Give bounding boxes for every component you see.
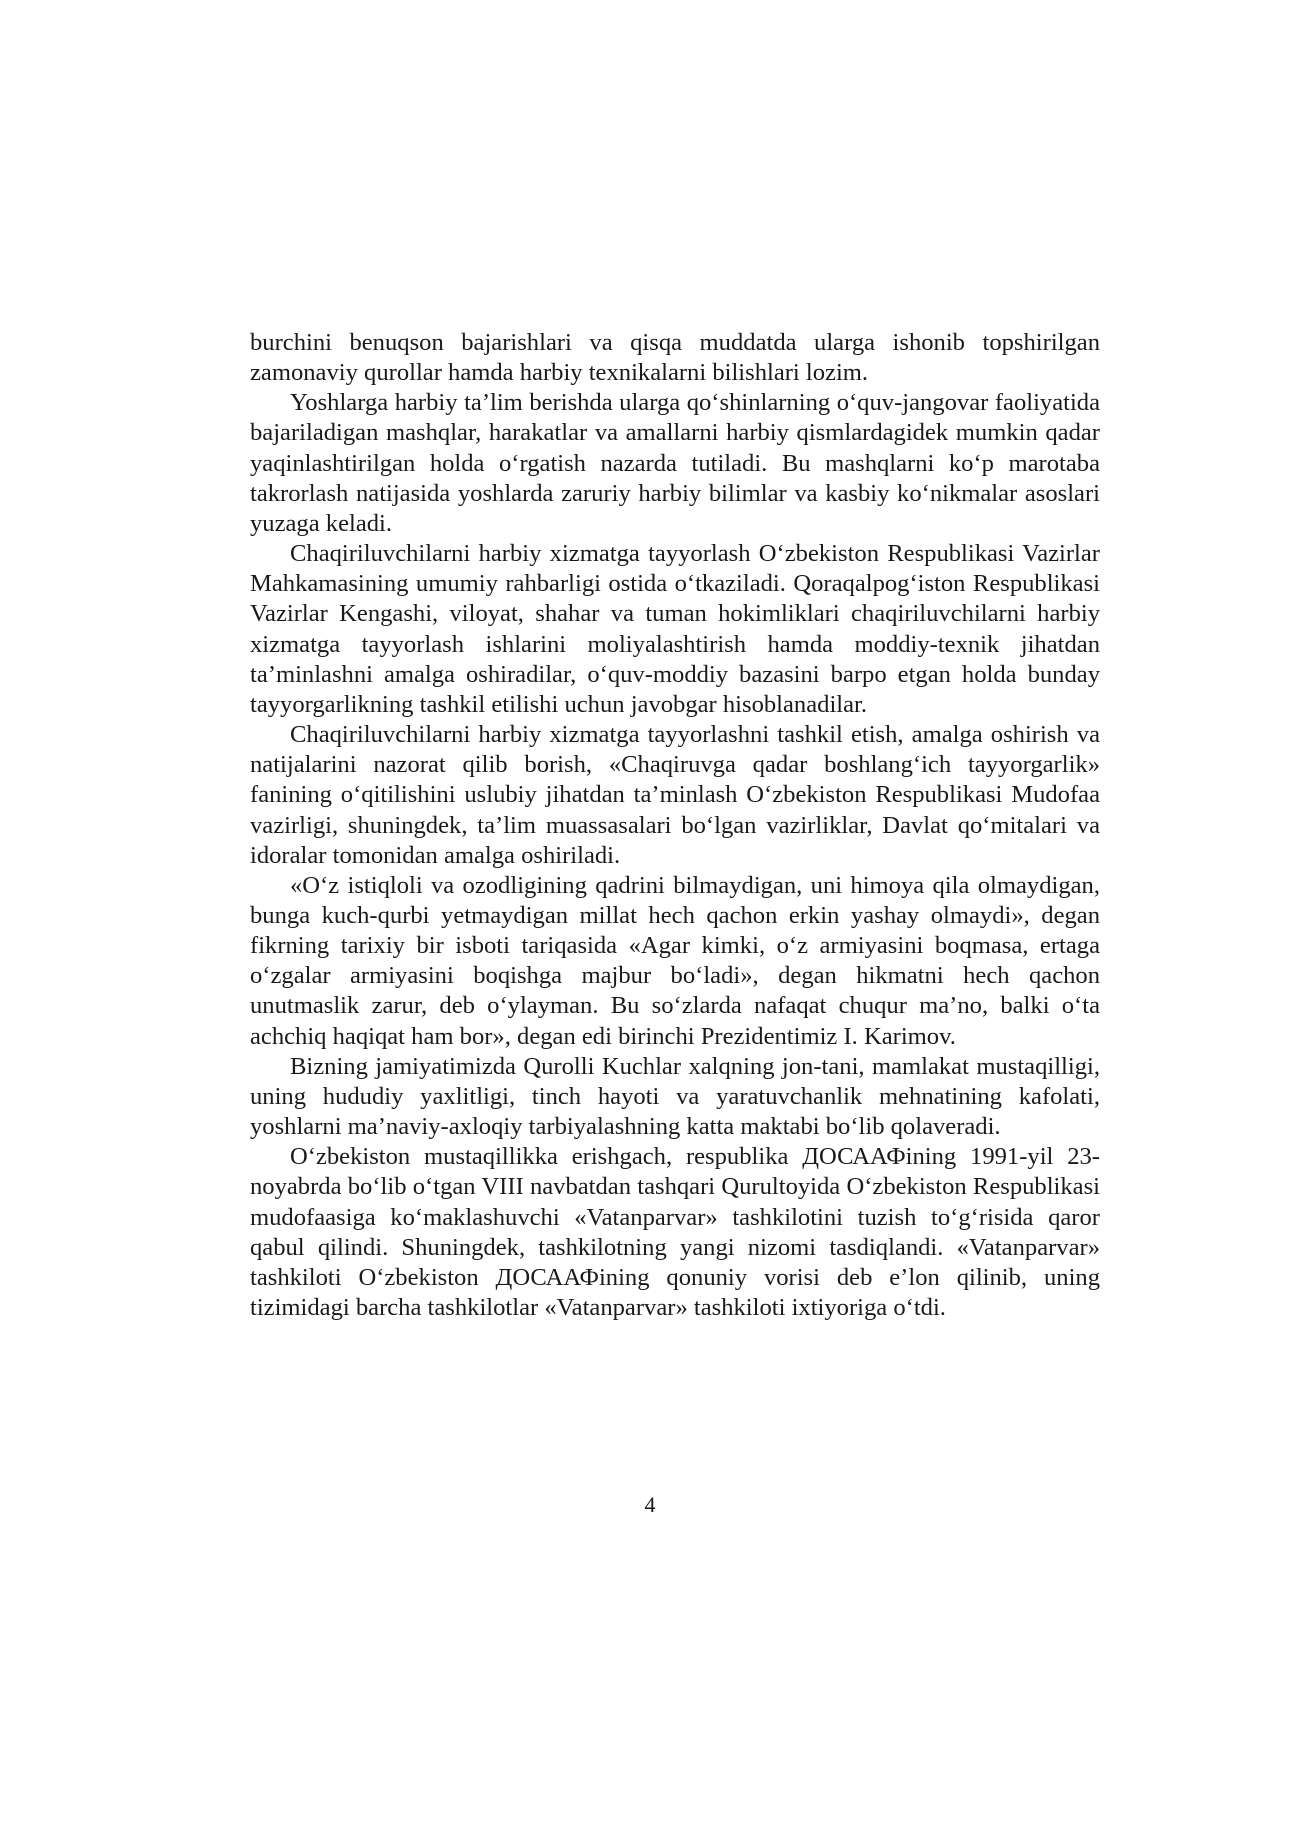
- paragraph-4: Chaqiriluvchilarni harbiy xizmatga tayyorlashni tashkil etish, amalga oshirish va natijalarini nazorat qilib borish, «Chaqiruvga qadar boshlang‘ich tayyorgarlik» fanining o‘qitilishini uslubiy jihatdan ta’minlash O‘zbekiston Respublikasi Mudofaa vazirligi, shuningdek, ta’lim muassasalari bo‘lgan vazirliklar, Davlat qo‘mitalari va idoralar tomonidan amalga oshiriladi.: [250, 721, 1100, 869]
- paragraph-5: «O‘z istiqloli va ozodligining qadrini bilmaydigan, uni himoya qila olmaydigan, bunga kuch-qurbi yetmaydigan millat hech qachon erkin yashay olmaydi», degan fikrning tarixiy bir isboti tariqasida «Agar kimki, o‘z armiyasini boqmasa, ertaga o‘zgalar armiyasini boqishga majbur bo‘ladi», degan hikmatni hech qachon unutmaslik zarur, deb o‘ylayman. Bu so‘zlarda nafaqat chuqur ma’no, balki o‘ta achchiq haqiqat ham bor», degan edi birinchi Prezidentimiz I. Karimov.: [250, 871, 1100, 1050]
- paragraph-2: Yoshlarga harbiy ta’lim berishda ularga qo‘shinlarning o‘quv-jangovar faoliyatida bajariladigan mashqlar, harakatlar va amallarni harbiy qismlardagidek mumkin qadar yaqinlashtirilgan holda o‘rgatish nazarda tutiladi. Bu mashqlarni ko‘p marotaba takrorlash natijasida yoshlarda zaruriy harbiy bilimlar va kasbiy ko‘nikmalar asoslari yuzaga keladi.: [250, 389, 1100, 537]
- paragraph-7: O‘zbekiston mustaqillikka erishgach, respublika ДОСААФining 1991-yil 23-noyabrda bo‘lib o‘tgan VIII navbatdan tashqari Qurultoyida O‘zbekiston Respublikasi mudofaasiga ko‘maklashuvchi «Vatanparvar» tashkilotini tuzish to‘g‘risida qaror qabul qilindi. Shuningdek, tashkilotning yangi nizomi tasdiqlandi. «Vatanparvar» tashkiloti O‘zbekiston ДОСААФining qonuniy vorisi deb e’lon qilinib, uning tizimidagi barcha tashkilotlar «Vatanparvar» tashkiloti ixtiyoriga o‘tdi.: [250, 1143, 1100, 1321]
- paragraph-1: burchini benuqson bajarishlari va qisqa muddatda ularga ishonib topshirilgan zamonaviy qurollar hamda harbiy texnikalarni bilishlari lozim.: [250, 329, 1100, 387]
- paragraph-3: Chaqiriluvchilarni harbiy xizmatga tayyorlash O‘zbekiston Respublikasi Vazirlar Mahkamasining umumiy rahbarligi ostida o‘tkaziladi. Qoraqalpog‘iston Respublikasi Vazirlar Kengashi, viloyat, shahar va tuman hokimliklari chaqiriluvchilarni harbiy xizmatga tayyorlash ishlarini moliyalashtirish hamda moddiy-texnik jihatdan ta’minlashni amalga oshiradilar, o‘quv-moddiy bazasini barpo etgan holda bunday tayyorgarlikning tashkil etilishi uchun javobgar hisoblanadilar.: [250, 540, 1100, 718]
- body-text: [250, 328, 1100, 1323]
- paragraph-6: Bizning jamiyatimizda Qurolli Kuchlar xalqning jon-tani, mamlakat mustaqilligi, uning hududiy yaxlitligi, tinch hayoti va yaratuvchanlik mehnatining kafolati, yoshlarni ma’naviy-axloqiy tarbiyalashning katta maktabi bo‘lib qolaveradi.: [250, 1052, 1100, 1141]
- page-number: 4: [644, 1492, 656, 1517]
